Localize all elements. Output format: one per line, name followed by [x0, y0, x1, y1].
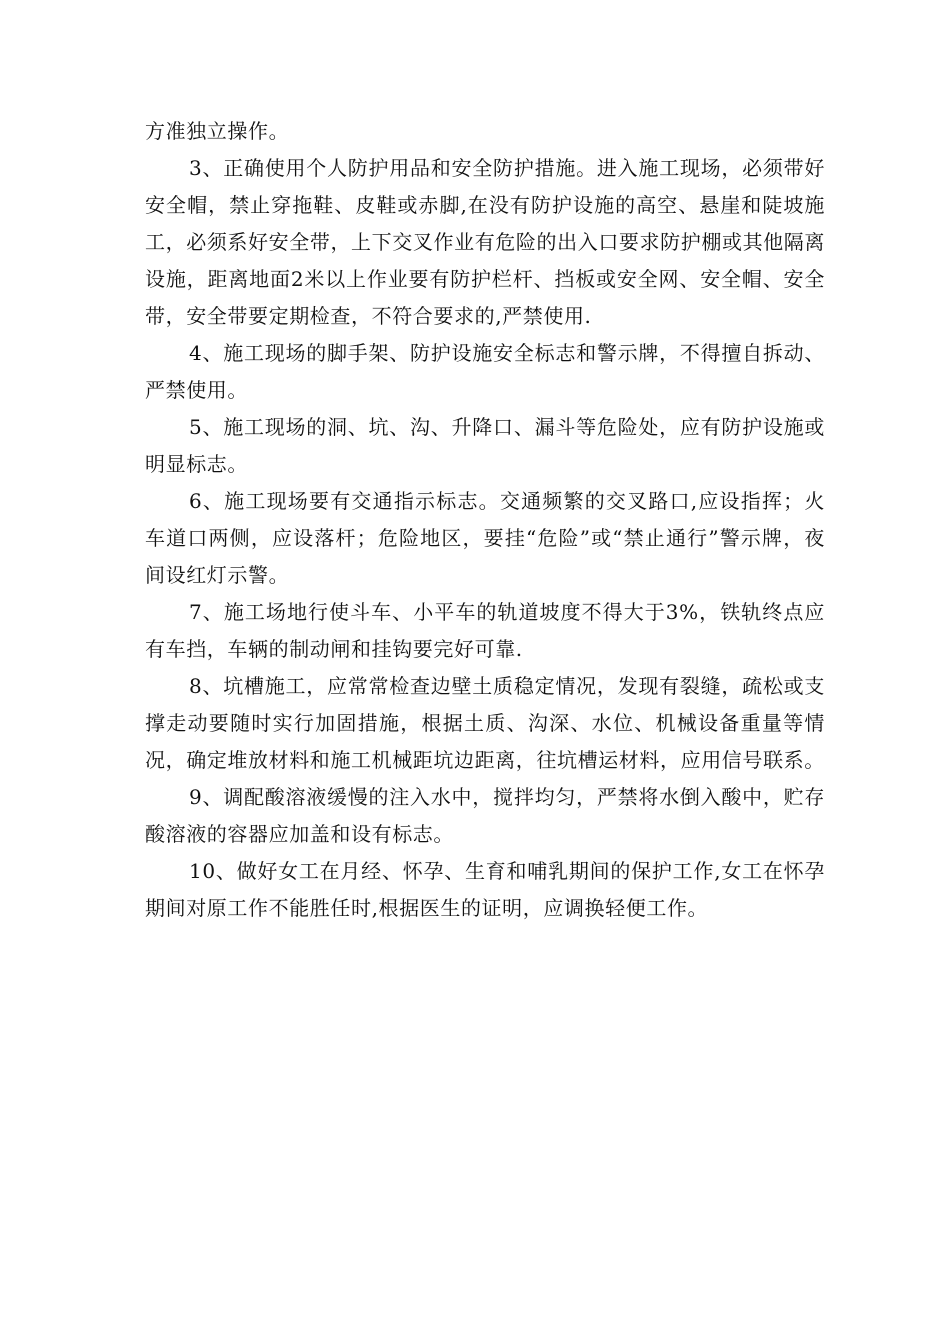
paragraph-item-4: 4、施工现场的脚手架、防护设施安全标志和警示牌，不得擅自拆动、严禁使用。: [145, 341, 825, 402]
paragraph-item-6: 6、施工现场要有交通指示标志。交通频繁的交叉路口,应设指挥；火车道口两侧，应设落杆；危险地区，要挂“危险”或“禁止通行”警示牌，夜间设红灯示警。: [145, 489, 825, 587]
paragraph-item-5: 5、施工现场的洞、坑、沟、升降口、漏斗等危险处，应有防护设施或明显标志。: [145, 415, 825, 476]
paragraph-item-3: 3、正确使用个人防护用品和安全防护措施。进入施工现场，必须带好安全帽，禁止穿拖鞋、皮鞋或赤脚,在没有防护设施的高空、悬崖和陡坡施工，必须系好安全带，上下交叉作业有危险的出入口要求防护棚或其他隔离设施，距离地面2米以上作业要有防护栏杆、挡板或安全网、安全帽、安全带，安全带要定期检查，不符合要求的,严禁使用.: [145, 156, 825, 328]
paragraph-item-9: 9、调配酸溶液缓慢的注入水中，搅拌均匀，严禁将水倒入酸中，贮存酸溶液的容器应加盖和设有标志。: [145, 785, 825, 846]
paragraph-continuation: 方准独立操作。: [145, 119, 290, 143]
document-body: [145, 113, 825, 927]
paragraph-item-7: 7、施工场地行使斗车、小平车的轨道坡度不得大于3%，铁轨终点应有车挡，车辆的制动闸和挂钩要完好可靠.: [145, 600, 825, 661]
paragraph-item-10: 10、做好女工在月经、怀孕、生育和哺乳期间的保护工作,女工在怀孕期间对原工作不能胜任时,根据医生的证明，应调换轻便工作。: [145, 859, 825, 920]
paragraph-item-8: 8、坑槽施工，应常常检查边壁土质稳定情况，发现有裂缝，疏松或支撑走动要随时实行加固措施，根据土质、沟深、水位、机械设备重量等情况，确定堆放材料和施工机械距坑边距离，往坑槽运材料，应用信号联系。: [145, 674, 825, 772]
